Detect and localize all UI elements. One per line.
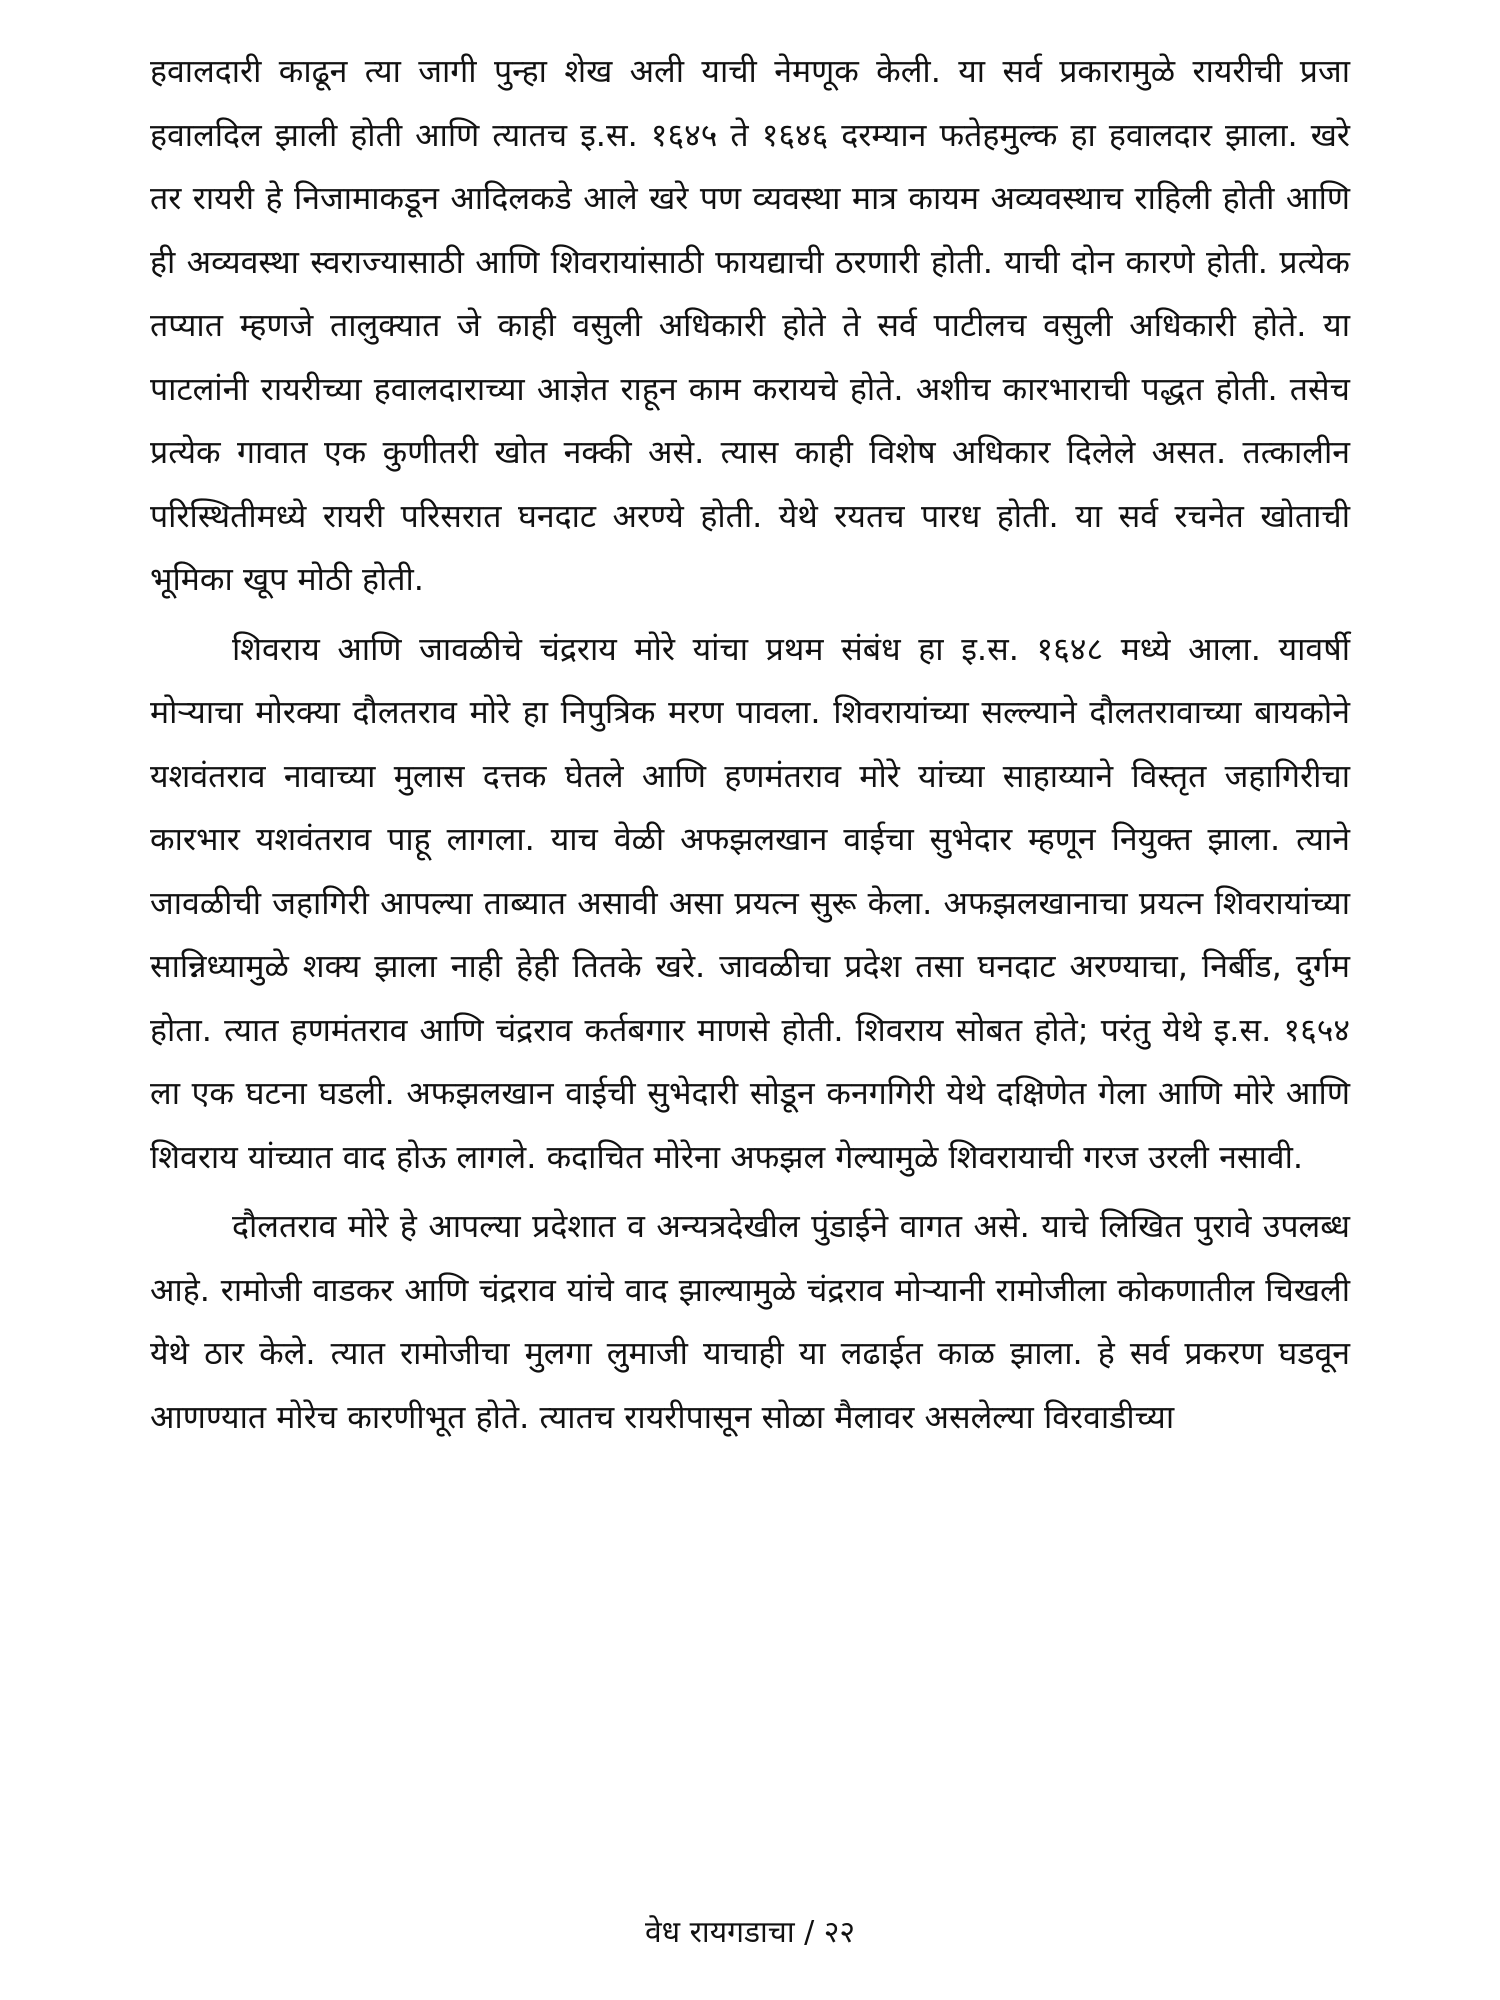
paragraph-1: हवालदारी काढून त्या जागी पुन्हा शेख अली याची नेमणूक केली. या सर्व प्रकारामुळे रायरीची प्रजा हवालदिल झाली होती आणि त्यातच इ.स. १६४५ ते १६४६ दरम्यान फतेहमुल्क हा हवालदार झाला. खरे तर रायरी हे निजामाकडून आदिलकडे आले खरे पण व्यवस्था मात्र कायम अव्यवस्थाच राहिली होती आणि ही अव्यवस्था स्वराज्यासाठी आणि शिवरायांसाठी फायद्याची ठरणारी होती. याची दोन कारणे होती. प्रत्येक तप्यात म्हणजे तालुक्यात जे काही वसुली अधिकारी होते ते सर्व पाटीलच वसुली अधिकारी होते. या पाटलांनी रायरीच्या हवालदाराच्या आज्ञेत राहून काम करायचे होते. अशीच कारभाराची पद्धत होती. तसेच प्रत्येक गावात एक कुणीतरी खोत नक्की असे. त्यास काही विशेष अधिकार दिलेले असत. तत्कालीन परिस्थितीमध्ये रायरी परिसरात घनदाट अरण्ये होती. येथे रयतच पारध होती. या सर्व रचनेत खोताची भूमिका खूप मोठी होती. [150,52,1350,598]
page-footer: वेध रायगडाचा / २२ [644,1915,856,1950]
paragraph-3: दौलतराव मोरे हे आपल्या प्रदेशात व अन्यत्रदेखील पुंडाईने वागत असे. याचे लिखित पुरावे उपलब्ध आहे. रामोजी वाडकर आणि चंद्रराव यांचे वाद झाल्यामुळे चंद्रराव मोऱ्यानी रामोजीला कोकणातील चिखली येथे ठार केले. त्यात रामोजीचा मुलगा लुमाजी याचाही या लढाईत काळ झाला. हे सर्व प्रकरण घडवून आणण्यात मोरेच कारणीभूत होते. त्यातच रायरीपासून सोळा मैलावर असलेल्या विरवाडीच्या [150,1207,1350,1436]
page-body [150,40,1350,1940]
paragraph-2: शिवराय आणि जावळीचे चंद्रराय मोरे यांचा प्रथम संबंध हा इ.स. १६४८ मध्ये आला. यावर्षी मोऱ्याचा मोरक्या दौलतराव मोरे हा निपुत्रिक मरण पावला. शिवरायांच्या सल्ल्याने दौलतरावाच्या बायकोने यशवंतराव नावाच्या मुलास दत्तक घेतले आणि हणमंतराव मोरे यांच्या साहाय्याने विस्तृत जहागिरीचा कारभार यशवंतराव पाहू लागला. याच वेळी अफझलखान वाईचा सुभेदार म्हणून नियुक्त झाला. त्याने जावळीची जहागिरी आपल्या ताब्यात असावी असा प्रयत्न सुरू केला. अफझलखानाचा प्रयत्न शिवरायांच्या सान्निध्यामुळे शक्य झाला नाही हेही तितके खरे. जावळीचा प्रदेश तसा घनदाट अरण्याचा, निर्बीड, दुर्गम होता. त्यात हणमंतराव आणि चंद्रराव कर्तबगार माणसे होती. शिवराय सोबत होते; परंतु येथे इ.स. १६५४ ला एक घटना घडली. अफझलखान वाईची सुभेदारी सोडून कनगगिरी येथे दक्षिणेत गेला आणि मोरे आणि शिवराय यांच्यात वाद होऊ लागले. कदाचित मोरेना अफझल गेल्यामुळे शिवरायाची गरज उरली नसावी. [150,629,1350,1176]
